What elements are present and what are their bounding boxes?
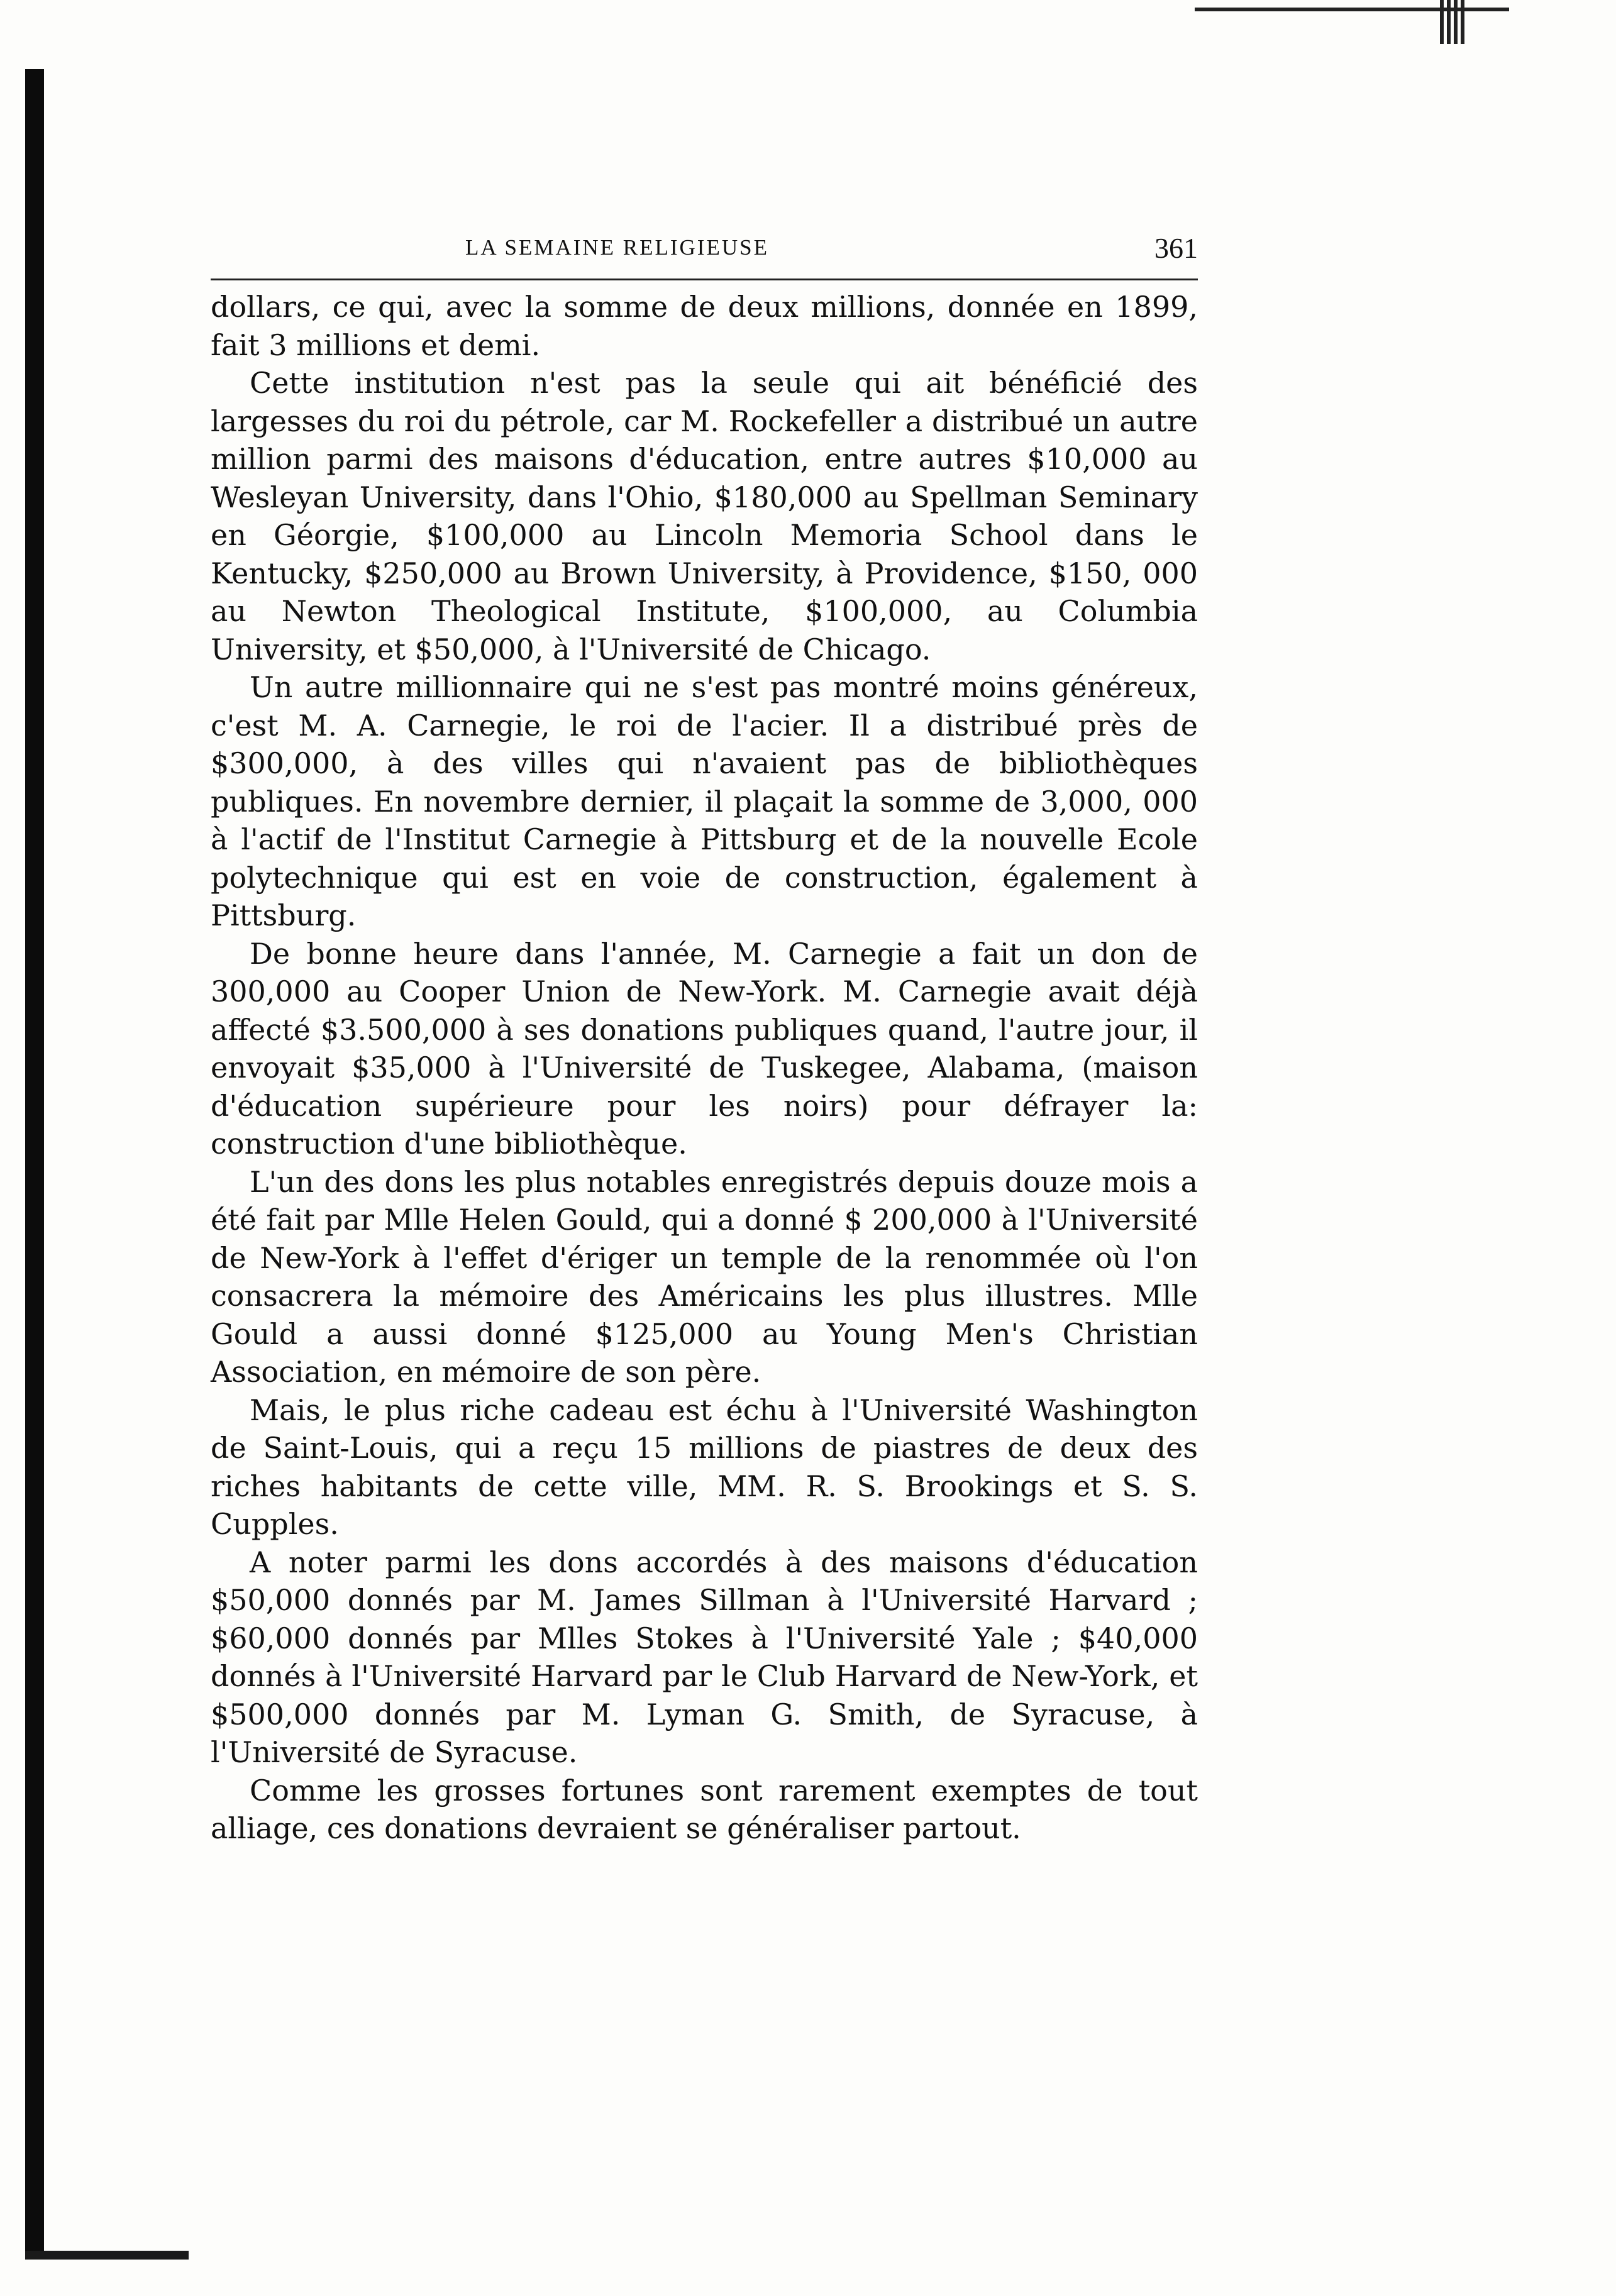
binding-edge <box>25 69 44 2257</box>
scan-artifact-marks <box>1440 0 1465 44</box>
body-text <box>211 288 1198 1848</box>
running-title: LA SEMAINE RELIGIEUSE <box>465 235 769 260</box>
paragraph: L'un des dons les plus notables enregistrés depuis douze mois a été fait par Mlle Helen Gould, qui a donné $ 200,000 à l'Université de New-York à l'effet d'ériger un temple de la renommée où l'on consacrera la mémoire des Américains les plus illustres. Mlle Gould a aussi donné $125,000 au Young Men's Christian Association, en mémoire de son père. <box>211 1164 1198 1389</box>
paragraph: Mais, le plus riche cadeau est échu à l'Université Washington de Saint-Louis, qui a reçu 15 millions de piastres de deux des riches habitants de cette ville, MM. R. S. Brookings et S. S. Cupples. <box>211 1393 1198 1541</box>
paragraph: A noter parmi les dons accordés à des maisons d'éducation $50,000 donnés par M. James Sillman à l'Université Harvard ; $60,000 donnés par Mlles Stokes à l'Université Yale ; $40,000 donnés à l'Université Harvard par le Club Harvard de New-York, et $500,000 donnés par M. Lyman G. Smith, de Syracuse, à l'Université de Syracuse. <box>211 1545 1198 1769</box>
paragraph: dollars, ce qui, avec la somme de deux millions, donnée en 1899, fait 3 millions et demi. <box>211 290 1198 362</box>
page-header <box>211 231 1198 269</box>
header-rule <box>211 279 1198 280</box>
page-number: 361 <box>1154 232 1198 264</box>
paragraph: Cette institution n'est pas la seule qui ait bénéficié des largesses du roi du pétrole, car M. Rockefeller a distribué un autre million parmi des maisons d'éducation, entre autres $10,000 au Wesleyan University, dans l'Ohio, $180,000 au Spellman Seminary en Géorgie, $100,000 au Lincoln Memoria School dans le Kentucky, $250,000 au Brown University, à Providence, $150, 000 au Newton Theological Institute, $100,000, au Columbia University, et $50,000, à l'Université de Chicago. <box>211 366 1198 666</box>
binding-edge-foot <box>25 2251 189 2260</box>
paragraph: De bonne heure dans l'année, M. Carnegie a fait un don de 300,000 au Cooper Union de New-York. M. Carnegie avait déjà affecté $3.500,000 à ses donations publiques quand, l'autre jour, il envoyait $35,000 à l'Université de Tuskegee, Alabama, (maison d'éducation supérieure pour les noirs) pour défrayer la: construction d'une bibliothèque. <box>211 936 1198 1161</box>
paragraph: Un autre millionnaire qui ne s'est pas montré moins généreux, c'est M. A. Carnegie, le roi de l'acier. Il a distribué près de $300,000, à des villes qui n'avaient pas de bibliothèques publiques. En novembre dernier, il plaçait la somme de 3,000, 000 à l'actif de l'Institut Carnegie à Pittsburg et de la nouvelle Ecole polytechnique qui est en voie de construction, également à Pittsburg. <box>211 670 1198 932</box>
paragraph: Comme les grosses fortunes sont rarement exemptes de tout alliage, ces donations devraient se généraliser partout. <box>211 1773 1198 1845</box>
